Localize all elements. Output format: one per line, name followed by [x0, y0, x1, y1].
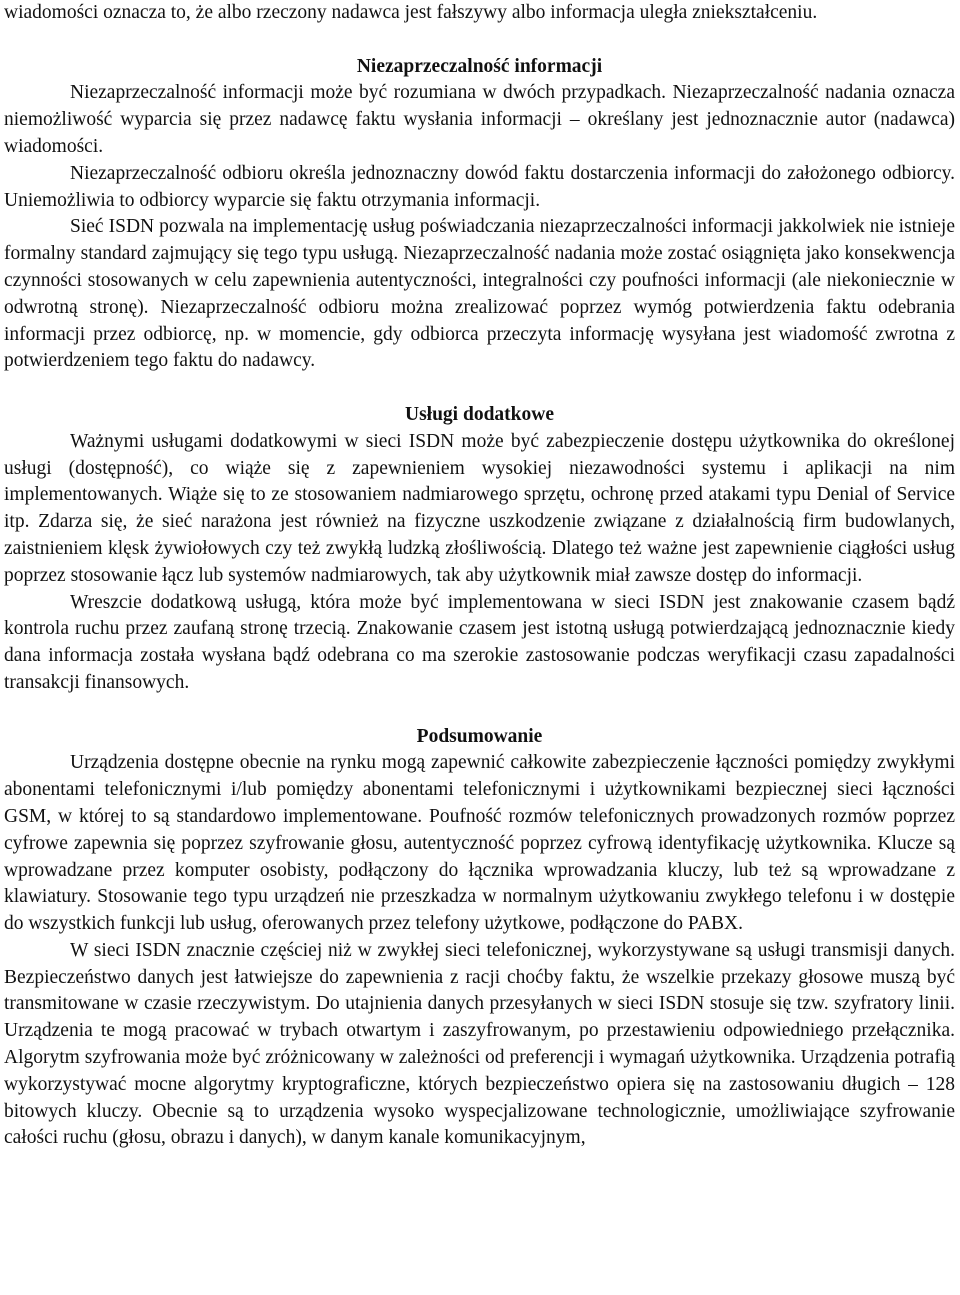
spacer [4, 375, 955, 402]
spacer [4, 697, 955, 724]
paragraph-niezaprzeczalnosc-3: Sieć ISDN pozwala na implementację usług poświadczania niezaprzeczalności informacji jakkolwiek nie istnieje formalny standard zajmujący się tego typu usługą. Niezaprzeczalność nadania może zostać osiągnięta jako konsekwencja czynności stosowanych w celu zapewnienia autentyczności, integralności czy poufności informacji (ale niekoniecznie w odwrotną stronę). Niezaprzeczalność odbioru można zrealizować poprzez wymóg potwierdzenia faktu odebrania informacji przez odbiorcę, np. w momencie, gdy odbiorca przeczyta informację wysyłana jest wiadomość zwrotna z potwierdzeniem tego faktu do nadawcy. [4, 216, 955, 372]
paragraph-podsumowanie-1: Urządzenia dostępne obecnie na rynku mogą zapewnić całkowite zabezpieczenie łączności pomiędzy zwykłymi abonentami telefonicznymi i/lub pomiędzy abonentami telefonicznymi i użytkownikami bezpiecznej sieci łączności GSM, w której to są standardowo implementowane. Poufność rozmów telefonicznych prowadzonych rozmów poprzez cyfrowe zapewnia się poprzez szyfrowanie głosu, autentyczność poprzez cyfrową identyfikację użytkownika. Klucze są wprowadzane przez komputer osobisty, podłączony do łącznika wprowadzania kluczy, lub też są wprowadzane z klawiatury. Stosowanie tego typu urządzeń nie przeszkadza w normalnym użytkowaniu zwykłego telefonu i w dostępie do wszystkich funkcji lub usług, oferowanych przez telefony użytkowe, podłączone do PABX. [4, 752, 955, 935]
paragraph-uslugi-1: Ważnymi usługami dodatkowymi w sieci ISDN może być zabezpieczenie dostępu użytkownika do określonej usługi (dostępność), co wiąże się z zapewnieniem wysokiej niezawodności systemu i aplikacji na nim implementowanych. Wiąże się to ze stosowaniem nadmiarowego sprzętu, ochronę przed atakami typu Denial of Service itp. Zdarza się, że sieć narażona jest również na fizyczne uszkodzenie związane z działalnością firm budowlanych, zaistnieniem klęsk żywiołowych czy też zwykłą ludzką złośliwością. Dlatego też ważne jest zapewnienie ciągłości usług poprzez stosowanie łącz lub systemów nadmiarowych, tak aby użytkownik miał zawsze dostęp do informacji. [4, 430, 955, 586]
section-heading-uslugi-dodatkowe: Usługi dodatkowe [405, 403, 554, 425]
section-heading-niezaprzeczalnosc: Niezaprzeczalność informacji [356, 55, 603, 77]
paragraph-podsumowanie-2: W sieci ISDN znacznie częściej niż w zwykłej sieci telefonicznej, wykorzystywane są usługi transmisji danych. Bezpieczeństwo danych jest łatwiejsze do zapewnienia z racji choćby faktu, że wszelkie przekazy głosowe muszą być transmitowane w czasie rzeczywistym. Do utajnienia danych przesyłanych w sieci ISDN stosuje się tzw. szyfratory linii. Urządzenia te mogą pracować w trybach otwartym i zaszyfrowanym, po przestawieniu odpowiedniego przełącznika. Algorytm szyfrowania może być zróżnicowany w zależności od preferencji i wymagań użytkownika. Urządzenia potrafią wykorzystywać mocne algorytmy kryptograficzne, których bezpieczeństwo opiera się na zastosowaniu długich – 128 bitowych kluczy. Obecnie są to urządzenia wysoko wyspecjalizowane technologicznie, umożliwiające szyfrowanie całości ruchu (głosu, obrazu i danych), w danym kanale komunikacyjnym, [4, 939, 955, 1149]
spacer [4, 27, 955, 54]
paragraph-niezaprzeczalnosc-1: Niezaprzeczalność informacji może być rozumiana w dwóch przypadkach. Niezaprzeczalność nadania oznacza niemożliwość wyparcia się przez nadawcę faktu wysłania informacji – określany jest jednoznacznie autor (nadawca) wiadomości. [4, 82, 955, 157]
paragraph-uslugi-2: Wreszcie dodatkową usługą, która może być implementowana w sieci ISDN jest znakowanie czasem bądź kontrola ruchu przez zaufaną stronę trzecią. Znakowanie czasem jest istotną usługą potwierdzającą jednoznacznie kiedy dana informacja została wysłana bądź odebrana co ma szerokie zastosowanie podczas weryfikacji czasu zapadalności transakcji finansowych. [4, 591, 955, 693]
intro-carryover-paragraph: wiadomości oznacza to, że albo rzeczony nadawca jest fałszywy albo informacja uległa zniekształceniu. [4, 2, 818, 23]
paragraph-niezaprzeczalnosc-2: Niezaprzeczalność odbioru określa jednoznaczny dowód faktu dostarczenia informacji do założonego odbiorcy. Uniemożliwia to odbiorcy wyparcie się faktu otrzymania informacji. [4, 162, 955, 211]
section-heading-podsumowanie: Podsumowanie [416, 725, 543, 747]
document-page [4, 0, 955, 1152]
